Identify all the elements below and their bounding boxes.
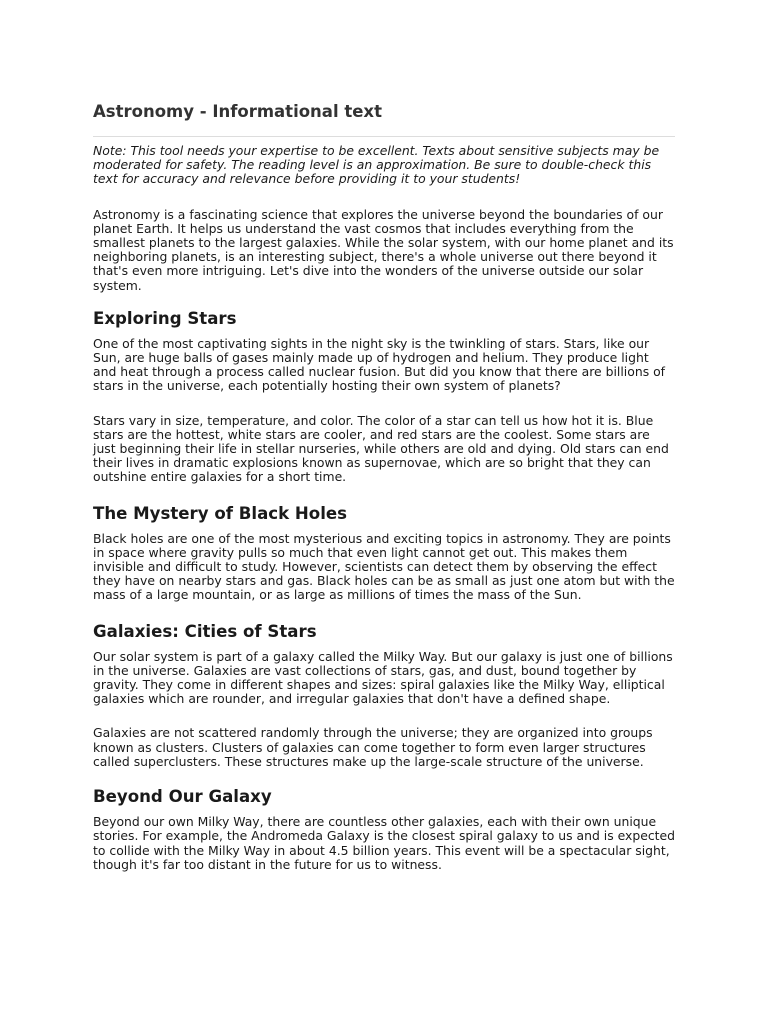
disclaimer-note: Note: This tool needs your expertise to be excellent. Texts about sensitive subjects may be moderated for safety. The reading level is an approximation. Be sure to double-check this text for accuracy and relevance before providing it to your students! <box>93 143 660 187</box>
document-title: Astronomy - Informational text <box>93 100 675 137</box>
paragraph-beyond-1: Beyond our own Milky Way, there are countless other galaxies, each with their own unique stories. For example, the Andromeda Galaxy is the closest spiral galaxy to us and is expected to collide with the Milky Way in about 4.5 billion years. This event will be a spectacular sight, though it's far too distant in the future for us to witness. <box>93 814 675 872</box>
section-heading-beyond-our-galaxy: Beyond Our Galaxy <box>93 787 272 807</box>
paragraph-stars-1: One of the most captivating sights in the night sky is the twinkling of stars. Stars, like our Sun, are huge balls of gases mainly made up of hydrogen and helium. They produce light and heat through a process called nuclear fusion. But did you know that there are billions of stars in the universe, each potentially hosting their own system of planets? <box>93 335 666 394</box>
section-heading-black-holes: The Mystery of Black Holes <box>93 503 348 523</box>
paragraph-galaxies-2: Galaxies are not scattered randomly through the universe; they are organized into groups known as clusters. Clusters of galaxies can come together to form even larger structures called superclusters. These structures make up the large-scale structure of the universe. <box>93 725 653 769</box>
paragraph-galaxies-1: Our solar system is part of a galaxy called the Milky Way. But our galaxy is just one of billions in the universe. Galaxies are vast collections of stars, gas, and dust, bound together by gravity. They come in different shapes and sizes: spiral galaxies like the Milky Way, elliptical galaxies which are rounder, and irregular galaxies that don't have a defined shape. <box>93 648 673 707</box>
intro-paragraph: Astronomy is a fascinating science that explores the universe beyond the boundaries of our planet Earth. It helps us understand the vast cosmos that includes everything from the smallest planets to the largest galaxies. While the solar system, with our home planet and its neighboring planets, is an interesting subject, there's a whole universe out there beyond it that's even more intriguing. Let's dive into the wonders of the universe outside our solar system. <box>93 206 674 293</box>
document-page <box>93 100 675 872</box>
paragraph-stars-2: Stars vary in size, temperature, and color. The color of a star can tell us how hot it is. Blue stars are the hottest, white stars are cooler, and red stars are the coolest. Some stars are just beginning their life in stellar nurseries, while others are old and dying. Old stars can end their lives in dramatic explosions known as supernovae, which are so bright that they can outshine entire galaxies for a short time. <box>93 412 669 485</box>
section-heading-exploring-stars: Exploring Stars <box>93 308 237 328</box>
paragraph-black-holes-1: Black holes are one of the most mysterious and exciting topics in astronomy. They are points in space where gravity pulls so much that even light cannot get out. This makes them invisible and difficult to study. However, scientists can detect them by observing the effect they have on nearby stars and gas. Black holes can be as small as just one atom but with the mass of a large mountain, or as large as millions of times the mass of the Sun. <box>93 530 675 603</box>
section-heading-galaxies: Galaxies: Cities of Stars <box>93 621 317 641</box>
